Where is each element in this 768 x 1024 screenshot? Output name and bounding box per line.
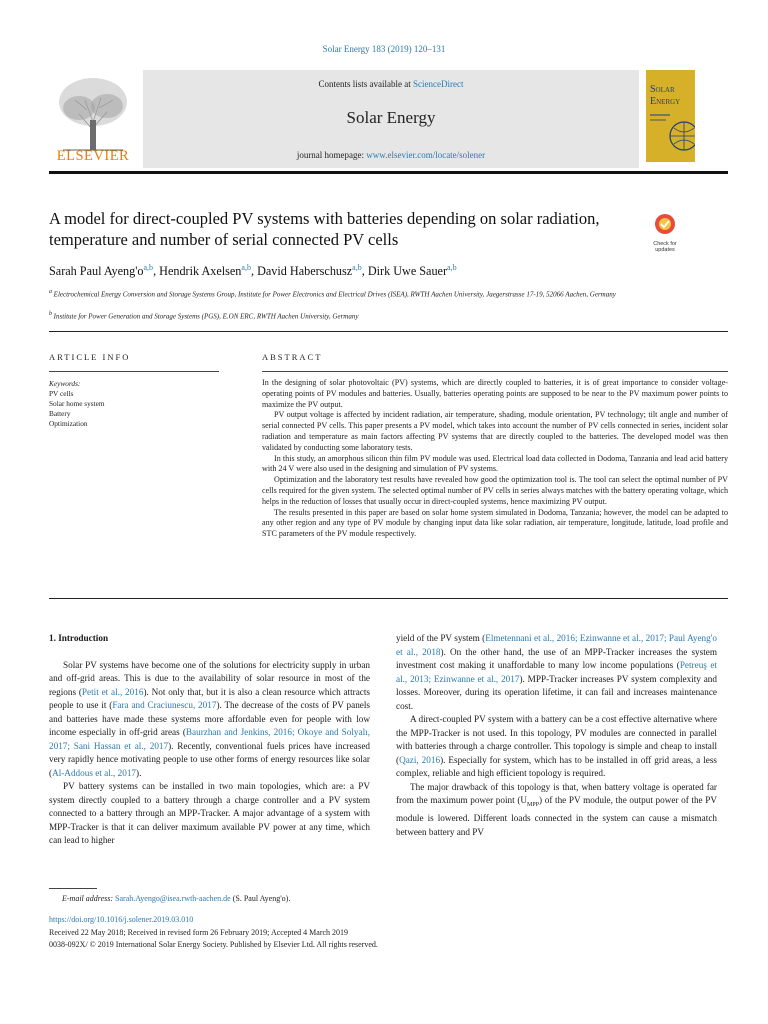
copyright-line: 0038-092X/ © 2019 International Solar Energy Society. Published by Elsevier Ltd. All rights reserved. [49,940,378,949]
body-column-left [49,632,370,848]
keywords-label: Keywords: [49,379,81,388]
abstract-paragraph: The results presented in this paper are based on solar home system simulated in Dodoma, Tanzania; however, the model can be adapted to any other region and any type of PV module by changing input data like solar radiation, air temperature, longitude, latitude, load profile and STC parameters of the PV module respectively. [262,507,728,539]
article-info-heading: ARTICLE INFO [49,352,131,362]
check-for-updates-badge[interactable] [648,212,682,253]
keywords-block [49,379,219,429]
publisher-logo[interactable] [49,70,137,168]
citation-link[interactable]: Qazi, 2016 [399,754,441,765]
abstract-paragraph: PV output voltage is affected by incident radiation, air temperature, shading, module orientation, PV technology; tilt angle and number of serial connected PV cells. This paper presents a PV model, which takes into account the number of PV cells connected in series, incident solar radiation and temperature as main factors affecting PV systems that are directly coupled to the batteries. The developed model was then validated by conducting some laboratory tests. [262,410,728,452]
citation-link[interactable]: Elmetennani et al., 2016; Ezinwanne et al., 2017; Paul Ayeng'o et al., 2018 [396,633,717,657]
citation-link[interactable]: Petit et al., 2016 [81,686,144,697]
text-run: Solar PV systems have become one of the solutions for electricity supply in urban and off-grid areas. This is due to the availability of solar resource in most of the regions ( [49,659,370,697]
paper-title: A model for direct-coupled PV systems with batteries depending on solar radiation, temperature and number of serial connected PV cells [49,209,600,249]
citation-link[interactable]: Fara and Craciunescu, 2017 [112,700,217,710]
abstract-paragraph: In this study, an amorphous silicon thin film PV module was used. Electrical load data collected in Dodoma, Tanzania and lead acid battery with 24 V were also used in the designing and simulation of PV systems. [262,453,728,474]
author-4-affil[interactable]: a,b [447,263,457,272]
author-list [49,263,709,279]
text-run: ) of the PV module, the output power of the PV module is lowered. Different loads connected in the system can cause a mismatch between battery and PV [396,795,717,837]
keyword: PV cells [49,389,74,398]
abstract-paragraph: In the designing of solar photovoltaic (PV) systems, which are directly coupled to batteries, it is of great importance to consider voltage-operating points of PV modules and batteries. Usually, batteries operating points are supposed to be near to the PV maximum power points to maximize the PV output. [262,378,728,409]
body-paragraph [49,659,370,781]
author-1-affil[interactable]: a,b [143,263,154,272]
footnote-rule [49,888,97,889]
received-dates: Received 22 May 2018; Received in revised form 26 February 2019; Accepted 4 March 2019 [49,928,349,937]
author-separator: , [153,264,160,279]
doi-link[interactable]: https://doi.org/10.1016/j.solener.2019.03.010 [49,915,194,924]
affiliation-a-mark: a [49,289,52,295]
cover-title-1: Solar [650,84,675,95]
check-updates-icon [648,212,682,236]
text-run: ). On the other hand, the use of an MPP-Tracker increases the system investment cost making it unaffordable to many low income populations ( [396,646,717,670]
journal-cover-image[interactable] [646,70,695,162]
abstract-bottom-rule [49,598,728,599]
email-link[interactable]: Sarah.Ayengo@isea.rwth-aachen.de [115,894,231,903]
title-rule [49,331,728,332]
text-run: ). MPP-Tracker increases PV system complexity and losses. Moreover, during its operation lifetime, it can fail and increases maintenance cost. [396,673,717,711]
text-run: ). Recently, conventional fuels prices have increased very rapidly hence motivating people to use other forms of energy resources like solar ( [49,740,370,778]
affiliation-b [49,310,669,322]
contents-line [143,79,639,89]
email-suffix: (S. Paul Ayeng'o). [230,894,291,903]
affiliation-b-mark: b [49,311,52,317]
journal-homepage-link[interactable]: www.elsevier.com/locate/solener [366,150,486,160]
abstract-heading: ABSTRACT [262,352,323,362]
article-info-rule [49,371,219,372]
keyword: Battery [49,409,71,418]
cover-title-2: Energy [650,96,681,107]
abstract-rule [262,371,728,372]
body-paragraph [396,781,717,840]
affiliation-a [49,288,669,300]
author-2-name[interactable]: Hendrik Axelsen [159,264,242,279]
body-paragraph [396,632,717,713]
corresponding-email [62,894,290,903]
author-separator: , [250,264,258,279]
journal-header-box [143,70,639,168]
author-3-name[interactable]: David Haberschusz [257,264,353,279]
affiliation-b-text: Institute for Power Generation and Storage Systems (PGS), E.ON ERC, RWTH Aachen University, Germany [53,312,359,321]
text-run: ). Not only that, but it is also a clean resource which attracts people to use it ( [49,686,371,710]
abstract-paragraph: Optimization and the laboratory test results have revealed how good the optimization tool is. The tool can select the optimal number of PV cells required for the given system. The selected optimal number of PV cells in series always matches with the battery operating voltage, which helps in the reduction of losses that usually occur in direct-coupled systems, hence maximizing PV output. [262,475,728,506]
author-1-name[interactable]: Sarah Paul Ayeng'o [49,264,144,279]
author-4-name[interactable]: Dirk Uwe Sauer [367,264,448,279]
body-paragraph: PV battery systems can be installed in two main topologies, which are: a PV system directly coupled to a battery through a charge controller and a PV system connected to a battery through an MPP-Tracker. A major advantage of a system with MPP-Tracker is that it can deliver maximum available PV power at any time, which can lead to higher [49,781,370,845]
publisher-name: ELSEVIER [56,148,130,164]
text-run: ). The decrease of the costs of PV panels and batteries have made these systems more affordable even for people with low income especially in off-grid areas ( [49,700,370,737]
text-run: ). [136,767,142,778]
author-3-affil[interactable]: a,b [352,263,362,272]
contents-prefix: Contents lists available at [318,79,413,89]
email-label: E-mail address: [62,894,116,903]
affiliation-a-text: Electrochemical Energy Conversion and Storage Systems Group, Institute for Power Electronics and Electrical Drives (ISEA), RWTH Aachen University, Jaegerstrasse 17-19, 52066 Aachen, Germany [53,290,616,299]
check-updates-label: Check for updates [653,241,677,253]
section-heading-introduction: 1. Introduction [49,633,109,643]
citation-link[interactable]: Baurzhan and Jenkins, 2016; Okoye and Solyalı, 2017; Sani Hassan et al., 2017 [49,727,370,751]
text-run: yield of the PV system ( [396,633,486,643]
author-separator: , [361,264,368,279]
homepage-prefix: journal homepage: [296,150,367,160]
masthead-rule [49,171,728,174]
keyword: Solar home system [49,399,105,408]
citation-link[interactable]: Al-Addous et al., 2017 [52,767,137,778]
author-2-affil[interactable]: a,b [241,263,251,272]
text-run: ). Especially for system, which has to be installed in off grid areas, a less complex, reliable and high efficient topology is required. [396,754,718,778]
text-run: The major drawback of this topology is that, when battery voltage is operated far from the maximum power point (U [396,781,717,805]
journal-title: Solar Energy [346,108,436,127]
citation-link[interactable]: Petreuş et al., 2013; Ezinwanne et al., 2017 [396,660,717,684]
keyword: Optimization [49,419,88,428]
abstract-body [262,378,728,540]
text-run: A direct-coupled PV system with a battery can be a cost effective alternative where the MPP-Tracker is not used. In this topology, PV modules are connected in parallel with batteries through a charge controller. This topology is simple and cheap to install ( [396,714,717,765]
homepage-line [143,150,639,160]
globe-icon [646,70,695,162]
journal-citation-link[interactable]: Solar Energy 183 (2019) 120–131 [322,44,446,54]
body-paragraph [396,713,717,781]
subscript-mpp: MPP [527,801,540,808]
sciencedirect-link[interactable]: ScienceDirect [413,79,464,89]
body-column-right [396,632,717,839]
masthead [49,70,728,170]
